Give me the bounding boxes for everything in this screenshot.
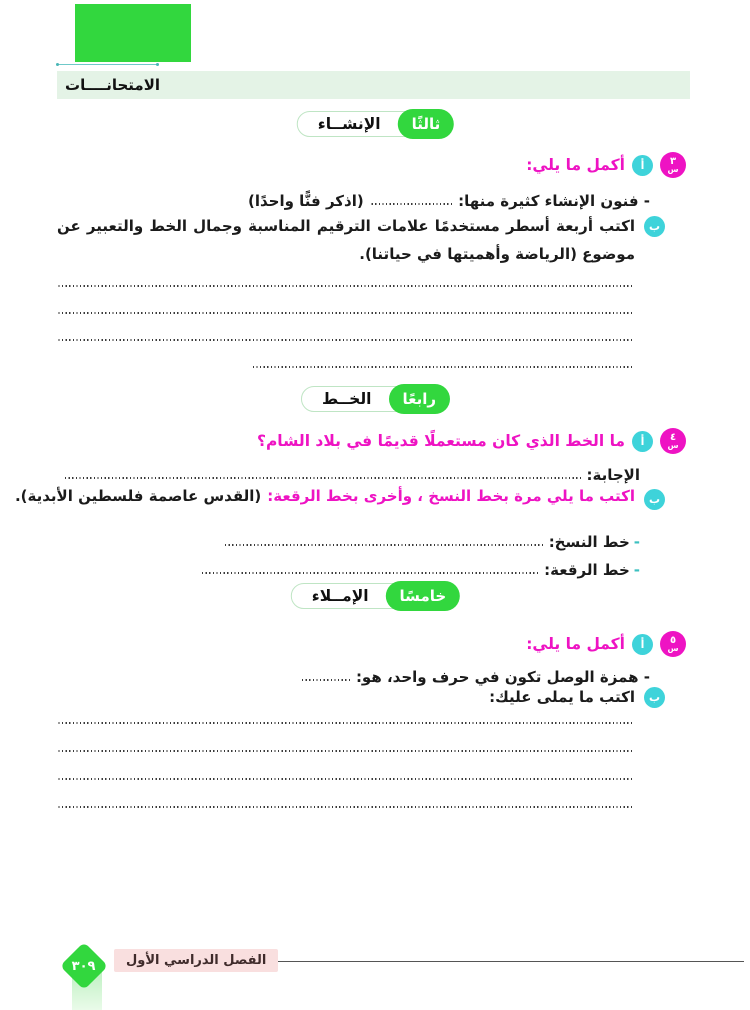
answer-blank (63, 477, 581, 479)
exams-band-title: الامتحانــــات (65, 76, 161, 94)
answer-line (57, 750, 632, 752)
section-header-khat (301, 386, 449, 412)
answer-line (57, 285, 632, 287)
answer-blank (224, 544, 543, 546)
ruqaa-line-row (196, 555, 640, 579)
question-number: ٤ (669, 431, 677, 443)
imla-part-b-row (489, 685, 665, 710)
khat-part-b-sentence: (القدس عاصمة فلسطين الأبدية). (14, 487, 262, 505)
khat-part-b-prompt: اكتب ما يلي مرة بخط النسخ ، وأخرى بخط الرقعة: (267, 487, 635, 505)
section-header-imla (291, 583, 459, 609)
section-ordinal-badge: رابعًا (388, 384, 450, 414)
answer-blank (301, 679, 350, 681)
part-b-badge: ب (644, 216, 665, 237)
question-number-badge (660, 152, 686, 178)
section-title: الخــط (321, 390, 372, 408)
answer-blank (370, 203, 452, 205)
question-letter: س (667, 164, 679, 174)
corner-green-block (75, 4, 191, 62)
answer-line (57, 806, 632, 808)
exams-band (57, 71, 690, 99)
part-a-badge: أ (632, 634, 653, 655)
section-title: الإنشــاء (317, 115, 381, 133)
answer-blank (202, 572, 538, 574)
question-letter: س (667, 643, 679, 653)
section-ordinal-badge: ثالثًا (398, 109, 455, 139)
answer-label: الإجابة: (586, 466, 640, 484)
footer-semester-label: الفصل الدراسي الأول (114, 949, 278, 972)
part-a-badge: أ (632, 431, 653, 452)
question-4-prompt: ما الخط الذي كان مستعملًا قديمًا في بلاد الشام؟ (256, 432, 625, 450)
page-number: ٣٠٩ (72, 958, 96, 974)
section-ordinal-badge: خامسًا (386, 581, 461, 611)
part-a-badge: أ (632, 155, 653, 176)
footer-rule (256, 961, 744, 962)
ruqaa-dash: - (633, 561, 640, 579)
question-3-prompt: أكمل ما يلي: (526, 156, 625, 174)
ruqaa-label: خط الرقعة: (544, 561, 630, 579)
part-b-badge: ب (644, 687, 665, 708)
section-title: الإمــلاء (311, 587, 369, 605)
insha-part-b-row (57, 212, 665, 268)
section-header-insha (297, 111, 453, 137)
question-letter: س (667, 440, 679, 450)
part-b-badge: ب (644, 489, 665, 510)
question-4-row (257, 428, 686, 454)
corner-divider-line (57, 64, 158, 65)
question-3-row (526, 152, 686, 178)
insha-blank-label: - فنون الإنشاء كثيرة منها: (458, 192, 650, 210)
khat-part-b-row (15, 487, 665, 510)
insha-blank-row (248, 186, 650, 210)
question-number-badge (660, 631, 686, 657)
khat-answer-row (57, 460, 640, 484)
answer-line (57, 312, 632, 314)
question-number: ٣ (669, 155, 677, 167)
naskh-dash: - (633, 533, 640, 551)
hamza-blank-row (295, 662, 650, 686)
question-5-prompt: أكمل ما يلي: (526, 635, 625, 653)
hamza-line-label: - همزة الوصل تكون في حرف واحد، هو: (355, 668, 650, 686)
answer-line (57, 778, 632, 780)
imla-part-b-prompt: اكتب ما يملى عليك: (489, 688, 635, 706)
answer-line (57, 722, 632, 724)
insha-blank-hint: (اذكر فنًّا واحدًا) (248, 192, 364, 210)
question-5-row (526, 631, 686, 657)
naskh-line-row (218, 527, 640, 551)
naskh-label: خط النسخ: (548, 533, 630, 551)
answer-line (57, 339, 632, 341)
answer-line (253, 366, 632, 368)
insha-part-b-text: اكتب أربعة أسطر مستخدمًا علامات الترقيم المناسبة وجمال الخط والتعبير عن موضوع (الرياضة وأهميتها في حياتنا). (57, 217, 635, 263)
khat-part-b-text (15, 487, 635, 505)
question-number-badge (660, 428, 686, 454)
question-number: ٥ (669, 634, 677, 646)
